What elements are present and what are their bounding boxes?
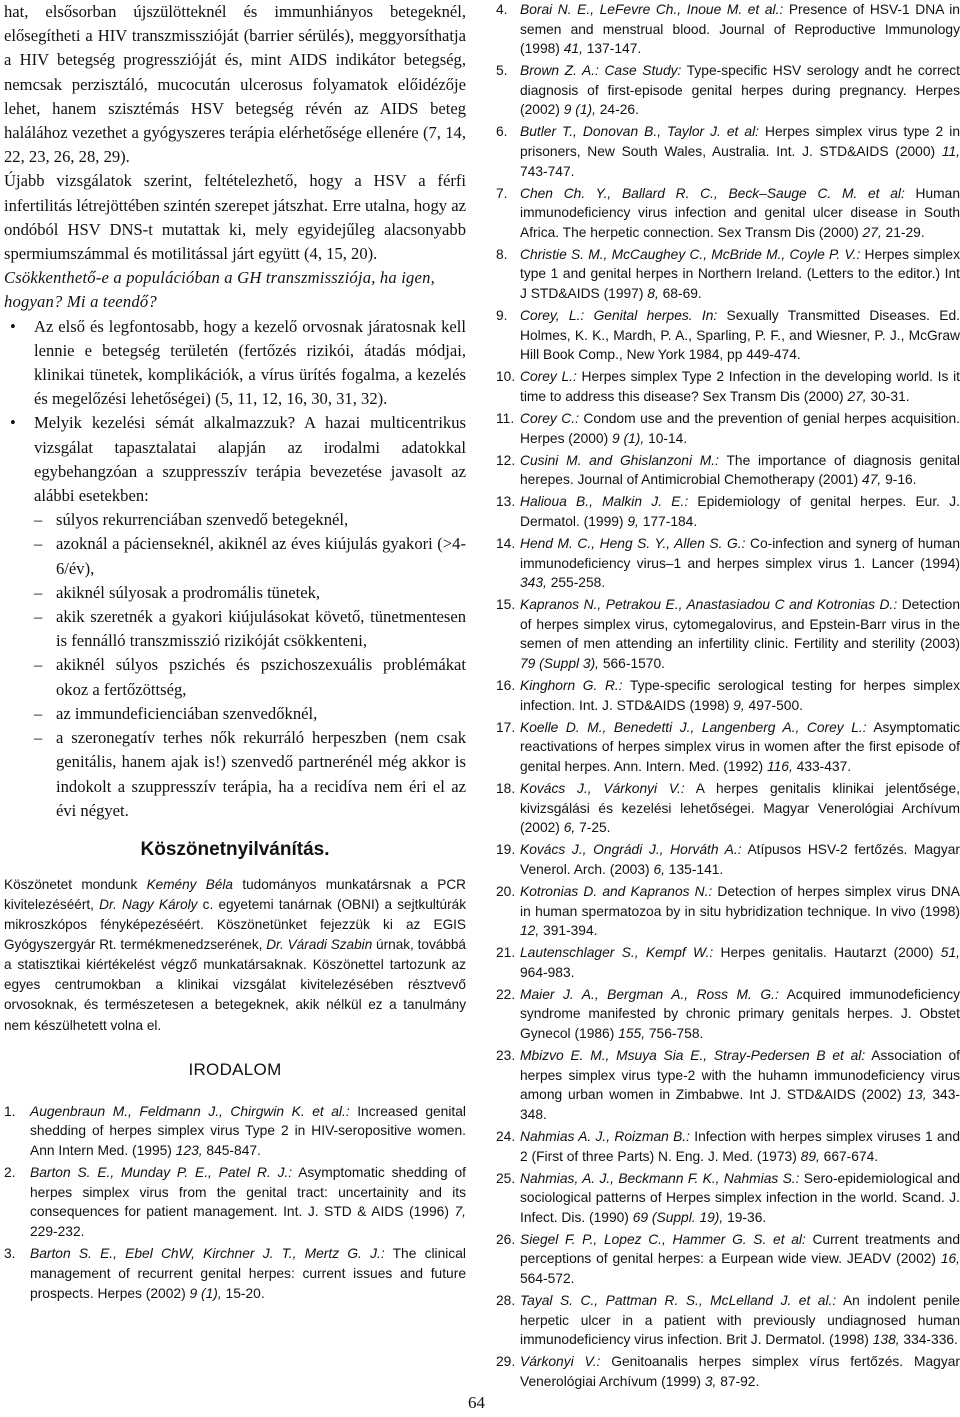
reference-number: 5. bbox=[496, 63, 508, 79]
reference-number: 28. bbox=[496, 1293, 516, 1309]
reference-number: 4. bbox=[496, 2, 508, 17]
reference-item: 5. Brown Z. A.: Case Study: Type-specific HSV serology andt he correct diagnosis of first-episode genital herpes during pregnancy. Herpes (2002) 9 (1), 24-26. bbox=[496, 63, 960, 118]
reference-item: 26. Siegel F. P., Lopez C., Hammer G. S. et al: Current treatments and perceptions of genital herpes: a Eurpean wide view. JEADV (2002) 16, 564-572. bbox=[496, 1231, 960, 1286]
reference-item: 16. Kinghorn G. R.: Type-specific serological testing for herpes simplex infection. Int. J. STD&AIDS (1998) 9, 497-500. bbox=[496, 678, 960, 713]
acknowledgement-paragraph: Köszönetet mondunk Kemény Béla tudományos munkatársnak a PCR kivitelezéséért, Dr. Nagy Károly c. egyetemi tanárnak (OBNI) a sejtkultúrák mikroszkópos fényképezéséért. Köszönetünket fejezzük ki az EGIS Gyógyszergyár Rt. termékmenedzserének, Dr. Váradi Szabin úrnak, továbbá a statisztikai kiértékelést végző munkatársaknak. Köszönettel tartozunk az egyes centrumokban a klinikai vizsgálat kivitelezésében résztvevő orvosoknak, és természetesen a betegeknek, akik nélkül ez a tanulmány nem készülhetett volna el. bbox=[4, 876, 466, 1033]
reference-item: 7. Chen Ch. Y., Ballard R. C., Beck–Sauge C. M. et al: Human immunodeficiency virus infection and genital ulcer disease in South Africa. The herpetic connection. Sex Transm Dis (2000) 27, 21-29. bbox=[496, 185, 960, 240]
reference-number: 7. bbox=[496, 185, 508, 201]
reference-number: 29. bbox=[496, 1354, 516, 1370]
reference-item: 29. Várkonyi V.: Genitoanalis herpes simplex vírus fertőzés. Magyar Venerológiai Archívum (1999) 3, 87-92. bbox=[496, 1354, 960, 1389]
reference-item: 14. Hend M. C., Heng S. Y., Allen S. G.: Co-infection and synerg of human immunodeficiency virus–1 and herpes simplex virus 1. Lancer (1994) 343, 255-258. bbox=[496, 536, 960, 591]
bullet-marker: • bbox=[10, 316, 16, 336]
reference-item: 12. Cusini M. and Ghislanzoni M.: The importance of diagnosis genital herepes. Journal of Antimicrobial Chemotherapy (2001) 47, 9-16. bbox=[496, 452, 960, 488]
reference-item: 10. Corey L.: Herpes simplex Type 2 Infection in the developing world. Is it time to address this disease? Sex Transm Dis (2000) 27, 30-31. bbox=[496, 369, 960, 404]
acknowledgement-heading: Köszönetnyilvánítás. bbox=[140, 838, 330, 860]
right-column bbox=[496, 0, 960, 1394]
reference-number: 8. bbox=[496, 246, 508, 262]
reference-number: 12. bbox=[496, 452, 516, 468]
dash-item: – súlyos rekurrenciában szenvedő betegeknél, bbox=[34, 510, 349, 530]
reference-item: 18. Kovács J., Várkonyi V.: A herpes genitalis klinikai jelentősége, kivizsgálási és kezelési lehetőségei. Magyar Venerológiai Archívum (2002) 6, 7-25. bbox=[496, 781, 960, 836]
reference-number: 19. bbox=[496, 842, 516, 858]
reference-number: 16. bbox=[496, 678, 516, 694]
question-heading: Csökkenthető-e a populációban a GH transzmissziója, ha igen, hogyan? Mi a teendő? bbox=[4, 268, 435, 312]
reference-item: 8. Christie S. M., McCaughey C., McBride M., Coyle P. V.: Herpes simplex type 1 and genital herpes in Northern Ireland. (Letters to the editor.) Int J STD&AIDS (1997) 8, 68-69. bbox=[496, 246, 960, 302]
infertility-paragraph: Újabb vizsgálatok szerint, feltételezhető, hogy a HSV a férfi infertilitás létrejöttében szintén szerepet játszhat. Erre utalna, hogy az ondóból HSV DNS-t mutattak ki, mely egyidejűleg alacsonyabb spermiumszámmal és motilitással járt együtt (4, 15, 20). bbox=[4, 171, 466, 264]
reference-number: 18. bbox=[496, 781, 516, 797]
bullet-item: • Melyik kezelési sémát alkalmazzuk? A hazai multicentrikus vizsgálat tapasztalatai alapján az irodalmi adatokkal egybehangzóan a szuppresszív terápia bevezetése javasolt az alábbi esetekben: bbox=[10, 413, 466, 506]
reference-item: 3. Barton S. E., Ebel ChW, Kirchner J. T., Mertz G. J.: The clinical management of recurrent genital herpes: current issues and future prospects. Herpes (2002) 9 (1), 15-20. bbox=[4, 1246, 466, 1301]
references-list-left bbox=[4, 1102, 466, 1303]
reference-number: 14. bbox=[496, 536, 516, 552]
page-number: 64 bbox=[468, 1393, 485, 1412]
reference-number: 21. bbox=[496, 945, 516, 961]
reference-item: 9. Corey, L.: Genital herpes. In: Sexually Transmitted Diseases. Ed. Holmes, K. K., Mardh, P. A., Sparling, P. F., and Wiesner, P. J., McGraw Hill Book Comp., New York 1984, pp 449-474. bbox=[496, 308, 960, 363]
reference-item: 25. Nahmias, A. J., Beckmann F. K., Nahmias S.: Sero-epidemiological and sociological patterns of Herpes simplex infection in the world. Scand. J. Infect. Dis. (1990) 69 (Suppl. 19), 19-36. bbox=[496, 1170, 960, 1225]
dash-item: – akiknél súlyosak a prodromális tünetek, bbox=[34, 582, 321, 602]
dash-item: – a szeronegatív terhes nők rekurráló herpeszben (nem csak genitális, hanem ajak is!) szenvedő partnerénél még akkor is indokolt a szuppresszív terápia, ha a recidíva nem éri el az évi négyet. bbox=[34, 728, 466, 820]
dash-item: – akiknél súlyos pszichés és pszichoszexuális problémákat okoz a fertőzöttség, bbox=[34, 655, 466, 699]
reference-number: 17. bbox=[496, 719, 516, 735]
reference-item: 19. Kovács J., Ongrádi J., Horváth A.: Atípusos HSV-2 fertőzés. Magyar Venerol. Arch. (2003) 6, 135-141. bbox=[496, 842, 960, 877]
reference-number: 15. bbox=[496, 597, 516, 613]
reference-number: 25. bbox=[496, 1170, 516, 1186]
reference-item: 21. Lautenschlager S., Kempf W.: Herpes genitalis. Hautarzt (2000) 51, 964-983. bbox=[496, 945, 960, 980]
references-heading: IRODALOM bbox=[188, 1059, 282, 1079]
reference-item: 24. Nahmias A. J., Roizman B.: Infection with herpes simplex viruses 1 and 2 (First of three Parts) N. Eng. J. Med. (1973) 89, 667-674. bbox=[496, 1128, 960, 1164]
bullet-item: • Az első és legfontosabb, hogy a kezelő orvosnak járatosnak kell lennie e betegség területén (fertőzés rizikói, átadás módjai, klinikai tünetek, komplikációk, a vírus ürítés fogalma, a kezelés és megelőzési lehetőségei) (5, 11, 12, 16, 30, 31, 32). bbox=[10, 316, 466, 409]
dash-list bbox=[4, 508, 466, 823]
reference-number: 3. bbox=[4, 1246, 16, 1262]
dash-item: – azoknál a pácienseknél, akiknél az éves kiújulás gyakori (>4-6/év), bbox=[34, 534, 466, 578]
left-column bbox=[4, 0, 466, 1306]
reference-number: 20. bbox=[496, 884, 516, 900]
intro-paragraph: hat, elsősorban újszülötteknél és immunhiányos betegeknél, elősegítheti a HIV transzmisszióját (barrier sérülés), meggyorsíthatja a HIV betegség progresszióját és, mint AIDS indikátor betegség, nemcsak perzisztáló, mucocután ulcerosus folyamatok előidézője lehet, hanem szisztémás HSV betegség révén az AIDS beteg halálához vezethet a gyógyszeres terápia elérhetősége ellenére (7, 14, 22, 23, 26, 28, 29). bbox=[4, 2, 466, 167]
reference-number: 22. bbox=[496, 986, 516, 1002]
reference-item: 23. Mbizvo E. M., Msuya Sia E., Stray-Pedersen B et al: Association of herpes simplex virus type-2 with the huhamn immunodeficiency virus among urban women in Zimbabwe. Int J. STD&AIDS (2002) 13, 343-348. bbox=[496, 1048, 960, 1122]
reference-number: 1. bbox=[4, 1103, 16, 1119]
reference-item: 2. Barton S. E., Munday P. E., Patel R. J.: Asymptomatic shedding of herpes simplex virus from the genital tract: uncertainity and its consequences for patient management. Int. J. STD & AIDS (1996) 7, 229-232. bbox=[4, 1165, 466, 1239]
reference-item: 1. Augenbraun M., Feldmann J., Chirgwin K. et al.: Increased genital shedding of herpes simplex virus Type 2 in HIV-seropositive women. Ann Intern Med. (1995) 123, 845-847. bbox=[4, 1103, 466, 1158]
reference-item: 22. Maier J. A., Bergman A., Ross M. G.: Acquired immunodeficiency syndrome manifested by chronic primary genitals herpes. J. Obstet Gynecol (1986) 155, 756-758. bbox=[496, 986, 960, 1042]
reference-number: 24. bbox=[496, 1128, 516, 1144]
reference-number: 26. bbox=[496, 1231, 516, 1247]
reference-item: 15. Kapranos N., Petrakou E., Anastasiadou C and Kotronias D.: Detection of herpes simplex virus, cytomegalovirus, and Epstein-Barr virus in the semen of men attending an infertility clinic. Fertility and sterility (2003) 79 (Suppl 3), 566-1570. bbox=[496, 597, 960, 672]
reference-number: 23. bbox=[496, 1048, 516, 1064]
reference-item: 11. Corey C.: Condom use and the prevention of genial herpes acquisition. Herpes (2000) 9 (1), 10-14. bbox=[496, 411, 960, 446]
bullet-marker: • bbox=[10, 413, 16, 433]
references-list-right bbox=[496, 0, 960, 1391]
reference-number: 10. bbox=[496, 369, 516, 385]
reference-number: 11. bbox=[496, 411, 515, 427]
reference-number: 13. bbox=[496, 494, 516, 510]
reference-item: 6. Butler T., Donovan B., Taylor J. et al: Herpes simplex virus type 2 in prisoners, New South Wales, Australia. Int. J. STD&AIDS (2000) 11, 743-747. bbox=[496, 124, 960, 179]
reference-item: 17. Koelle D. M., Benedetti J., Langenberg A., Corey L.: Asymptomatic reactivations of herpes simplex virus in women after the first episode of genital herpes. Ann. Intern. Med. (1992) 116, 433-437. bbox=[496, 719, 960, 774]
dash-item: – az immundeficienciában szenvedőknél, bbox=[34, 703, 318, 723]
reference-number: 2. bbox=[4, 1165, 16, 1181]
dash-item: – akik szeretnék a gyakori kiújulásokat követő, tünetmentesen is fennálló transzmisszió rizikóját csökkenteni, bbox=[34, 607, 466, 651]
reference-item: 28. Tayal S. C., Pattman R. S., McLelland J. et al.: An indolent penile herpetic ulcer in a patient with previously undiagnosed human immunodeficiency virus infection. Brit J. Dermatol. (1998) 138, 334-336. bbox=[496, 1293, 960, 1348]
bullet-list bbox=[4, 315, 466, 509]
reference-item: 13. Halioua B., Malkin J. E.: Epidemiology of genital herpes. Eur. J. Dermatol. (1999) 9, 177-184. bbox=[496, 494, 960, 530]
reference-item: 4. Borai N. E., LeFevre Ch., Inoue M. et al.: Presence of HSV-1 DNA in semen and menstrual blood. Journal of Reproductive Immunology (1998) 41, 137-147. bbox=[496, 2, 960, 57]
reference-number: 6. bbox=[496, 124, 508, 140]
reference-item: 20. Kotronias D. and Kapranos N.: Detection of herpes simplex virus DNA in human spermatozoa by in situ hybridization technique. In vivo (1998) 12, 391-394. bbox=[496, 884, 960, 939]
reference-number: 9. bbox=[496, 308, 508, 324]
